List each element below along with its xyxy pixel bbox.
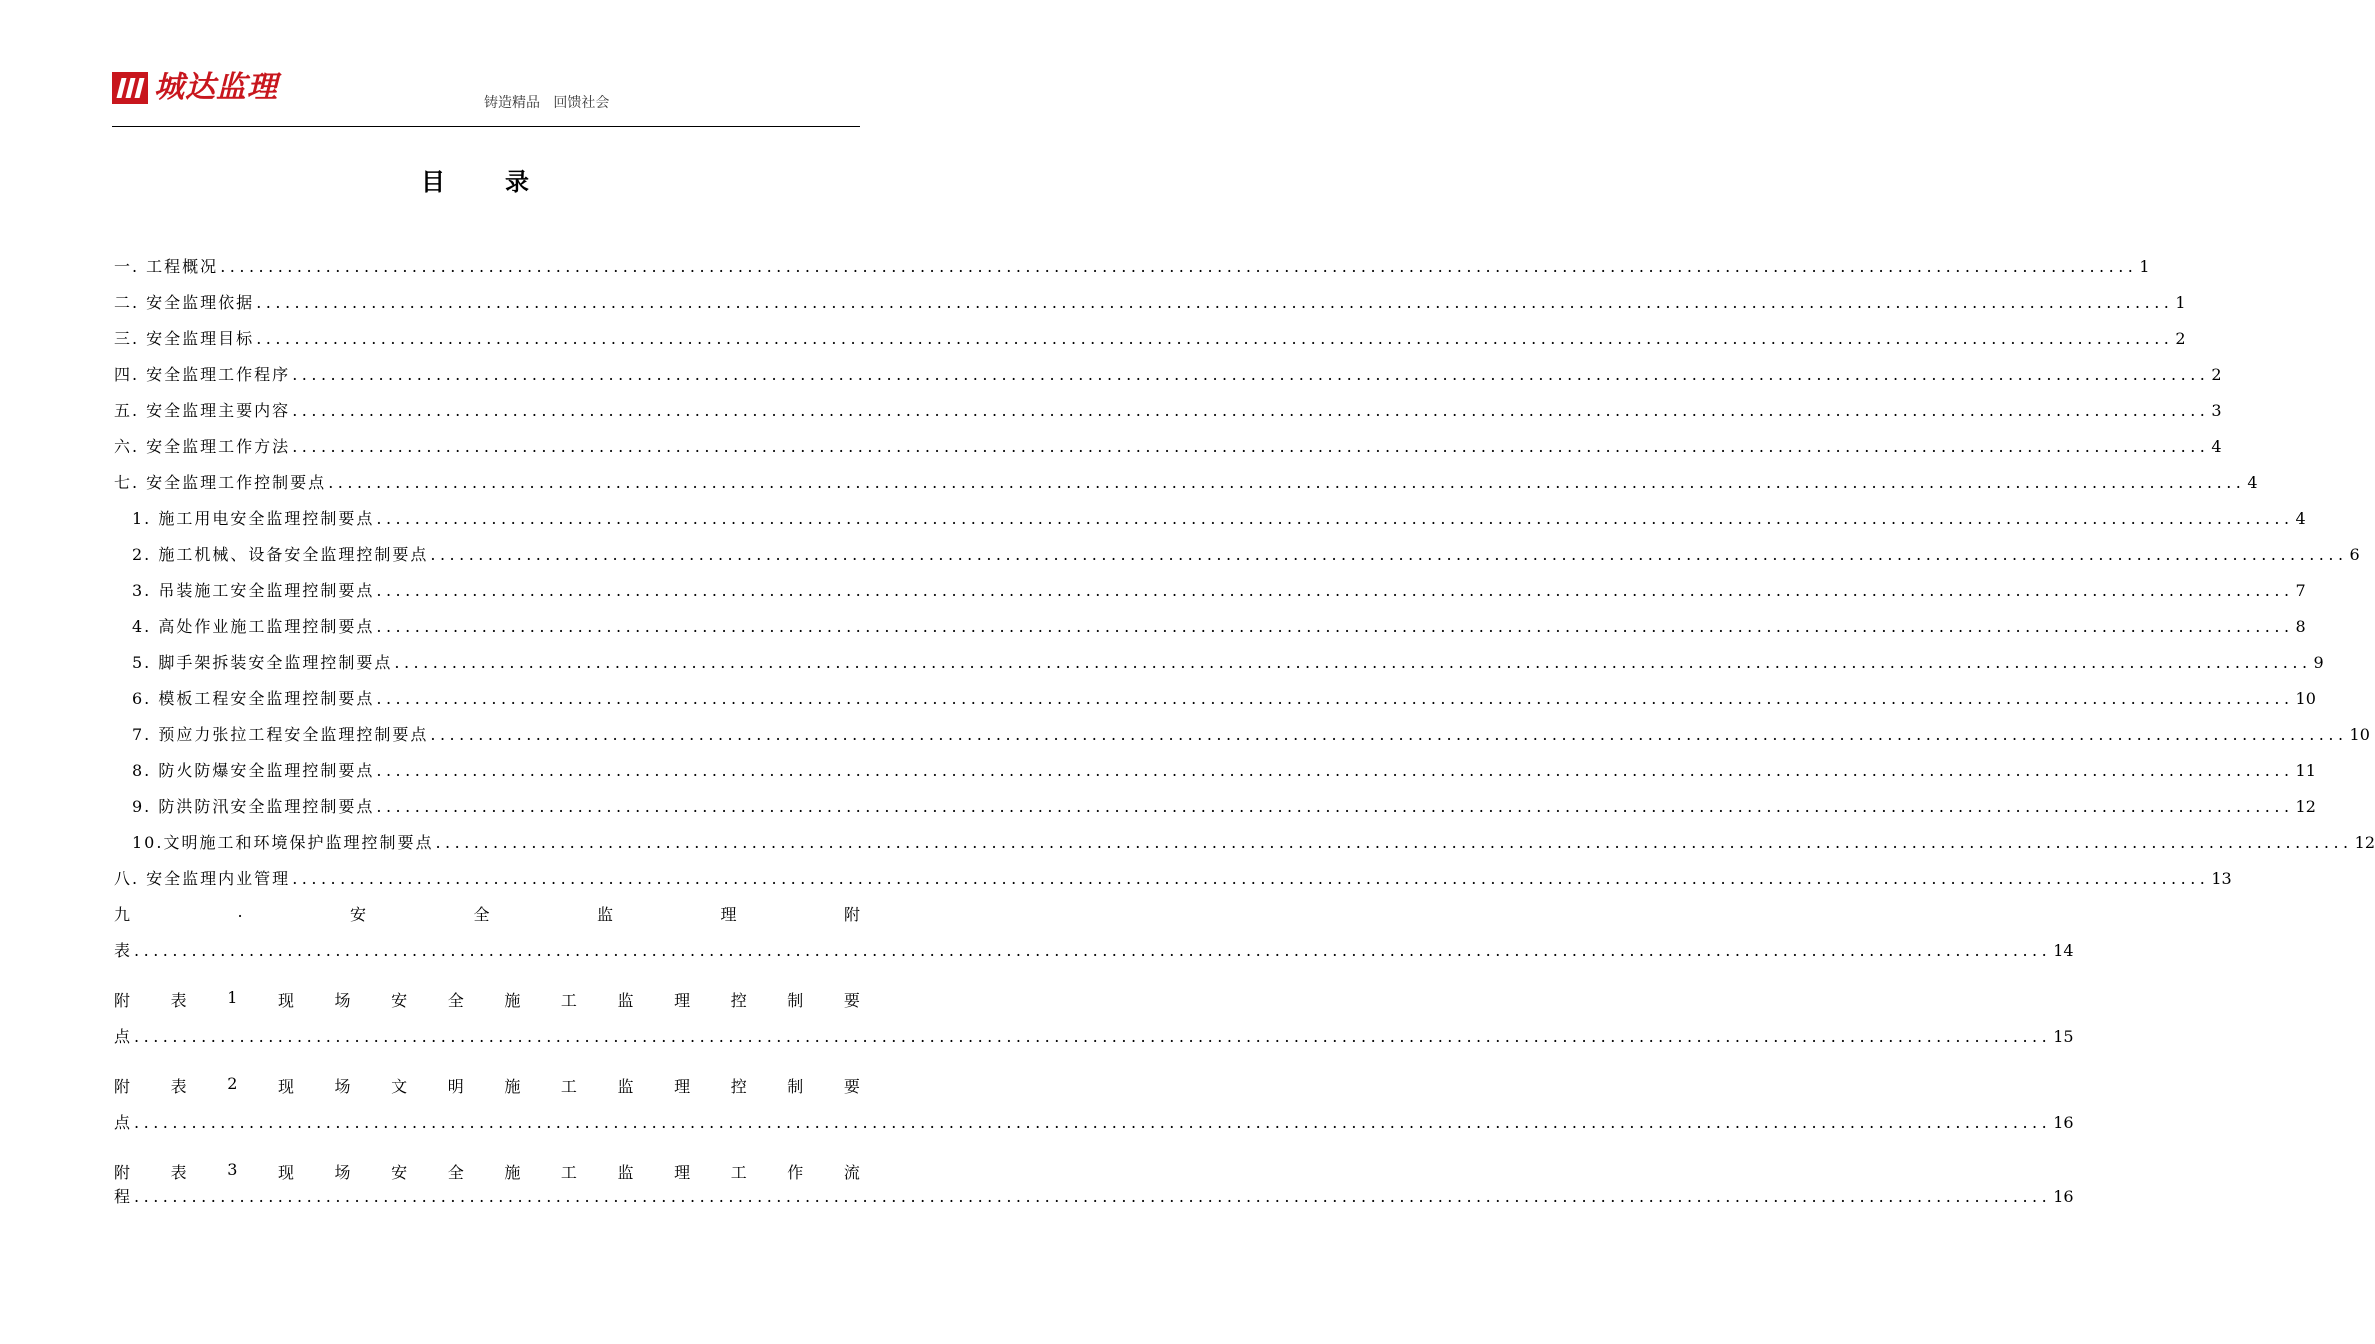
toc-entry <box>132 830 2375 854</box>
toc-entry <box>132 722 2370 746</box>
toc-entry-continued <box>114 1184 2074 1208</box>
toc-entry-char: 全 <box>447 1163 464 1182</box>
toc-entry-label: 9. 防洪防汛安全监理控制要点 <box>132 797 375 816</box>
toc-entry-char: 控 <box>730 991 747 1010</box>
toc-entry-char: 附 <box>114 1077 131 1096</box>
header-slogan: 铸造精品 回馈社会 <box>484 95 610 111</box>
toc-entry-char: 附 <box>114 1163 131 1182</box>
page-header <box>112 62 860 126</box>
toc-entry-label: 一. 工程概况 <box>114 257 219 276</box>
page-title <box>0 162 950 197</box>
toc-entry-char: 附 <box>843 905 860 924</box>
toc-entry <box>132 686 2316 710</box>
toc-leader-dots: ........................................................................................................................................................................................................ <box>134 1027 2052 1046</box>
toc-entry-char: 监 <box>597 905 614 924</box>
toc-entry-label: 五. 安全监理主要内容 <box>114 401 291 420</box>
toc-leader-dots: ........................................................................................................................................................................................................ <box>134 1187 2052 1206</box>
toc-entry-char: 附 <box>114 991 131 1010</box>
toc-entry-char: 工 <box>560 1077 577 1096</box>
toc-entry <box>132 650 2324 674</box>
toc-leader-dots: ........................................................................................................................................................................................................ <box>256 293 2174 312</box>
toc-page-number: 15 <box>2053 1027 2074 1046</box>
toc-leader-dots: ........................................................................................................................................................................................................ <box>134 941 2052 960</box>
toc-leader-dots: ........................................................................................................................................................................................................ <box>394 653 2312 672</box>
toc-entry-char: 监 <box>617 1077 634 1096</box>
toc-entry-char: 表 <box>170 1163 187 1182</box>
toc-entry-label: 2. 施工机械、设备安全监理控制要点 <box>132 545 429 564</box>
toc-entry-char: 现 <box>277 991 294 1010</box>
toc-leader-dots: ........................................................................................................................................................................................................ <box>292 869 2210 888</box>
logo-text: 城达监理 <box>154 70 278 105</box>
toc-page-number: 3 <box>2211 401 2222 420</box>
toc-entry-char: 施 <box>504 1077 521 1096</box>
toc-entry-char: 施 <box>504 991 521 1010</box>
toc-entry-char: 监 <box>617 991 634 1010</box>
toc-entry <box>132 614 2306 638</box>
toc-page-number: 12 <box>2354 833 2375 852</box>
title-char: 录 <box>505 167 529 196</box>
toc-entry-char: 安 <box>350 905 367 924</box>
toc-entry-char: 表 <box>170 1077 187 1096</box>
toc-entry-char: 制 <box>787 991 804 1010</box>
toc-entry <box>114 254 2150 278</box>
toc-entry-label: 6. 模板工程安全监理控制要点 <box>132 689 375 708</box>
toc-entry-char: 安 <box>391 991 408 1010</box>
toc-entry-char: 1 <box>227 988 238 1007</box>
toc-page-number: 7 <box>2295 581 2306 600</box>
toc-entry-label: 程 <box>114 1187 133 1206</box>
toc-entry-char: 要 <box>843 991 860 1010</box>
title-char: 目 <box>421 167 445 196</box>
toc-entry <box>114 866 2232 890</box>
toc-page-number: 1 <box>2175 293 2186 312</box>
toc-entry-char: 场 <box>334 1163 351 1182</box>
toc-entry-char: 工 <box>730 1163 747 1182</box>
toc-entry-char: 2 <box>227 1074 238 1093</box>
toc-page-number: 8 <box>2295 617 2306 636</box>
toc-entry-char: . <box>237 902 243 921</box>
toc-entry <box>114 398 2222 422</box>
toc-page-number: 9 <box>2313 653 2324 672</box>
toc-entry-char: 场 <box>334 991 351 1010</box>
toc-entry-justified <box>114 988 860 1012</box>
toc-page-number: 1 <box>2139 257 2150 276</box>
toc-leader-dots: ........................................................................................................................................................................................................ <box>376 761 2294 780</box>
company-logo <box>112 72 278 104</box>
toc-entry-char: 文 <box>391 1077 408 1096</box>
toc-entry <box>114 434 2222 458</box>
toc-entry-label: 3. 吊装施工安全监理控制要点 <box>132 581 375 600</box>
toc-entry-label: 点 <box>114 1113 133 1132</box>
toc-leader-dots: ........................................................................................................................................................................................................ <box>292 365 2210 384</box>
toc-page-number: 4 <box>2211 437 2222 456</box>
toc-page-number: 10 <box>2349 725 2370 744</box>
toc-page-number: 11 <box>2295 761 2316 780</box>
toc-leader-dots: ........................................................................................................................................................................................................ <box>292 437 2210 456</box>
toc-entry-continued <box>114 1024 2074 1048</box>
toc-entry-label: 八. 安全监理内业管理 <box>114 869 291 888</box>
toc-page-number: 10 <box>2295 689 2316 708</box>
toc-entry-char: 安 <box>391 1163 408 1182</box>
toc-page-number: 4 <box>2247 473 2258 492</box>
toc-entry-label: 三. 安全监理目标 <box>114 329 255 348</box>
toc-page-number: 2 <box>2211 365 2222 384</box>
toc-entry-label: 10.文明施工和环境保护监理控制要点 <box>132 833 434 852</box>
toc-leader-dots: ........................................................................................................................................................................................................ <box>256 329 2174 348</box>
toc-entry <box>114 290 2186 314</box>
toc-entry <box>114 362 2222 386</box>
toc-entry-char: 理 <box>720 905 737 924</box>
toc-entry-char: 工 <box>560 1163 577 1182</box>
toc-leader-dots: ........................................................................................................................................................................................................ <box>430 545 2348 564</box>
toc-leader-dots: ........................................................................................................................................................................................................ <box>376 617 2294 636</box>
toc-entry <box>132 542 2360 566</box>
toc-page-number: 14 <box>2053 941 2074 960</box>
toc-entry-label: 8. 防火防爆安全监理控制要点 <box>132 761 375 780</box>
toc-entry-label: 4. 高处作业施工监理控制要点 <box>132 617 375 636</box>
toc-entry-label: 四. 安全监理工作程序 <box>114 365 291 384</box>
toc-leader-dots: ........................................................................................................................................................................................................ <box>430 725 2348 744</box>
toc-entry-char: 理 <box>674 1077 691 1096</box>
toc-entry-label: 表 <box>114 941 133 960</box>
toc-entry-label: 七. 安全监理工作控制要点 <box>114 473 327 492</box>
toc-entry <box>114 470 2258 494</box>
toc-page-number: 6 <box>2349 545 2360 564</box>
toc-entry-char: 现 <box>277 1077 294 1096</box>
toc-entry-char: 施 <box>504 1163 521 1182</box>
toc-entry-char: 3 <box>227 1160 238 1179</box>
toc-entry <box>132 758 2316 782</box>
toc-entry-label: 5. 脚手架拆装安全监理控制要点 <box>132 653 393 672</box>
toc-leader-dots: ........................................................................................................................................................................................................ <box>328 473 2246 492</box>
toc-entry <box>132 506 2306 530</box>
toc-entry-char: 要 <box>843 1077 860 1096</box>
toc-entry-char: 九 <box>114 905 131 924</box>
toc-entry-char: 场 <box>334 1077 351 1096</box>
toc-entry-char: 全 <box>447 991 464 1010</box>
toc-leader-dots: ........................................................................................................................................................................................................ <box>376 797 2294 816</box>
toc-entry-label: 1. 施工用电安全监理控制要点 <box>132 509 375 528</box>
toc-page-number: 2 <box>2175 329 2186 348</box>
toc-leader-dots: ........................................................................................................................................................................................................ <box>376 581 2294 600</box>
toc-entry <box>132 578 2306 602</box>
toc-entry-char: 全 <box>473 905 490 924</box>
toc-page-number: 12 <box>2295 797 2316 816</box>
toc-entry-justified <box>114 902 860 926</box>
toc-entry-char: 作 <box>787 1163 804 1182</box>
toc-leader-dots: ........................................................................................................................................................................................................ <box>376 509 2294 528</box>
toc-page-number: 13 <box>2211 869 2232 888</box>
toc-page-number: 16 <box>2053 1113 2074 1132</box>
toc-entry-char: 工 <box>560 991 577 1010</box>
toc-entry-char: 表 <box>170 991 187 1010</box>
toc-leader-dots: ........................................................................................................................................................................................................ <box>435 833 2353 852</box>
toc-leader-dots: ........................................................................................................................................................................................................ <box>220 257 2138 276</box>
toc-page-number: 4 <box>2295 509 2306 528</box>
toc-entry-justified <box>114 1074 860 1098</box>
toc-leader-dots: ........................................................................................................................................................................................................ <box>376 689 2294 708</box>
toc-entry-char: 现 <box>277 1163 294 1182</box>
toc-page-number: 16 <box>2053 1187 2074 1206</box>
toc-entry-char: 监 <box>617 1163 634 1182</box>
toc-entry-char: 制 <box>787 1077 804 1096</box>
toc-leader-dots: ........................................................................................................................................................................................................ <box>134 1113 2052 1132</box>
toc-entry-label: 7. 预应力张拉工程安全监理控制要点 <box>132 725 429 744</box>
logo-mark-icon <box>112 72 148 104</box>
toc-entry-char: 明 <box>447 1077 464 1096</box>
toc-entry-label: 六. 安全监理工作方法 <box>114 437 291 456</box>
toc-leader-dots: ........................................................................................................................................................................................................ <box>292 401 2210 420</box>
toc-entry-char: 理 <box>674 1163 691 1182</box>
header-divider <box>112 126 860 127</box>
toc-entry-continued <box>114 938 2074 962</box>
toc-entry-char: 流 <box>843 1163 860 1182</box>
toc-entry-justified <box>114 1160 860 1184</box>
toc-entry <box>114 326 2186 350</box>
toc-entry-continued <box>114 1110 2074 1134</box>
toc-entry-char: 理 <box>674 991 691 1010</box>
toc-entry <box>132 794 2316 818</box>
toc-entry-label: 二. 安全监理依据 <box>114 293 255 312</box>
toc-entry-char: 控 <box>730 1077 747 1096</box>
toc-entry-label: 点 <box>114 1027 133 1046</box>
